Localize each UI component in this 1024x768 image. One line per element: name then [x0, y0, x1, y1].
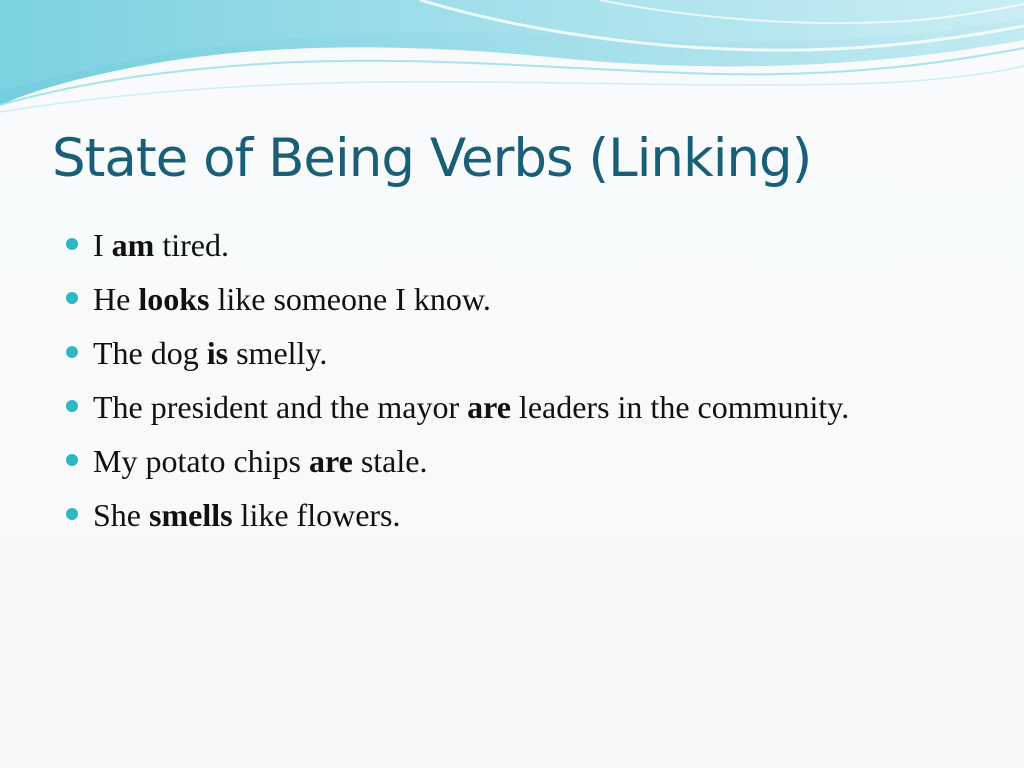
bullet-text [93, 281, 491, 317]
bullet-text-before: The president and the mayor [93, 389, 468, 425]
linking-verb: are [467, 389, 511, 425]
bullet-item [66, 494, 966, 537]
bullet-item [66, 224, 966, 267]
bullet-text [93, 443, 427, 479]
bullet-item [66, 278, 966, 321]
linking-verb: smells [149, 497, 233, 533]
slide-title: State of Being Verbs (Linking) [52, 128, 812, 189]
bullet-text-before: I [93, 227, 112, 263]
bullet-item [66, 440, 966, 483]
bullet-dot-icon [66, 508, 78, 520]
bullet-text-after: smelly. [228, 335, 328, 371]
bullet-text [93, 389, 849, 425]
linking-verb: looks [138, 281, 210, 317]
bullet-text-after: like flowers. [232, 497, 401, 533]
bullet-dot-icon [66, 454, 78, 466]
bullet-text-after: like someone I know. [209, 281, 491, 317]
bullet-text-before: She [93, 497, 149, 533]
bullet-dot-icon [66, 400, 78, 412]
bullet-text [93, 335, 327, 371]
bullet-dot-icon [66, 238, 78, 250]
bullet-text-after: stale. [352, 443, 428, 479]
bullet-text [93, 497, 401, 533]
bullet-text-before: My potato chips [93, 443, 309, 479]
bullet-list [66, 224, 966, 548]
bullet-text-before: The dog [93, 335, 207, 371]
linking-verb: are [308, 443, 353, 479]
bullet-text-after: leaders in the community. [510, 389, 850, 425]
linking-verb: is [206, 335, 229, 371]
bullet-item [66, 332, 966, 375]
bullet-item [66, 386, 966, 429]
bullet-text-after: tired. [154, 227, 229, 263]
bullet-dot-icon [66, 346, 78, 358]
bullet-text-before: He [93, 281, 139, 317]
bullet-dot-icon [66, 292, 78, 304]
bullet-text [93, 227, 229, 263]
linking-verb: am [111, 227, 155, 263]
header-wave-decoration [0, 0, 1024, 120]
